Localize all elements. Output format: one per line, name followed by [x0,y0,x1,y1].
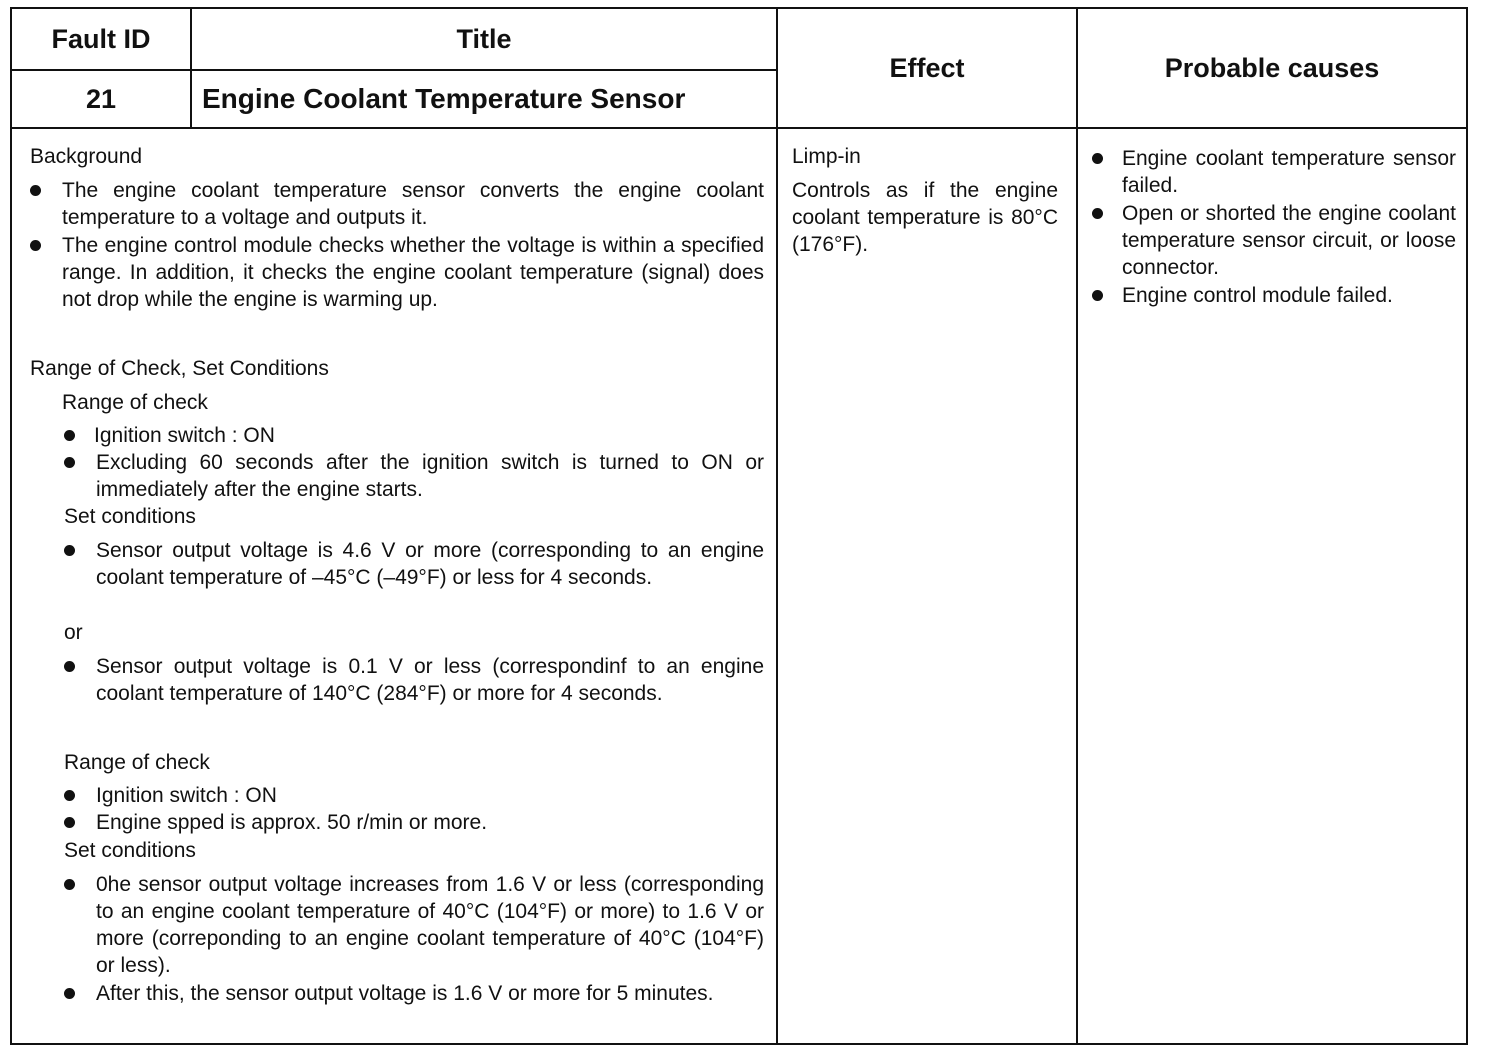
set-conditions-label: Set conditions [64,505,196,528]
range-item: Ignition switch : ON [94,424,275,447]
bullet-icon [64,449,78,463]
bullet-icon [1092,200,1106,214]
range-of-check-label: Range of check [64,751,210,774]
title-header: Title [456,23,512,54]
bullet-icon [64,422,78,436]
bullet-icon [1092,145,1106,159]
bullet-icon [64,537,78,551]
bullet-icon [64,809,78,823]
bullet-icon [30,177,44,191]
cause-item: Engine coolant temperature sensor failed. [1122,147,1456,197]
effect-text: Controls as if the engine coolant temperature is 80°C (176°F). [792,179,1058,256]
bullet-icon [64,653,78,667]
or-label: or [64,621,83,644]
bullet-icon [64,782,78,796]
divider [12,127,1466,129]
set-conditions-label: Set conditions [64,839,196,862]
bullet-icon [1092,282,1106,296]
fault-id-header: Fault ID [51,23,151,54]
background-item: The engine control module checks whether the voltage is within a specified range. In addition, it checks the engine coolant temperature (signal) does not drop while the engine is warming up. [62,234,764,311]
range-item: Excluding 60 seconds after the ignition switch is turned to ON or immediately after the engine starts. [96,451,764,501]
probable-causes-header: Probable causes [1164,52,1380,83]
effect-mode: Limp-in [792,145,861,168]
range-item: Ignition switch : ON [96,784,277,807]
cause-item: Engine control module failed. [1122,284,1393,307]
set-condition-item: Sensor output voltage is 0.1 V or less (correspondinf to an engine coolant temperature of 140°C (284°F) or more for 4 seconds. [96,655,764,705]
range-of-check-label: Range of check [62,391,208,414]
set-condition-item: Sensor output voltage is 4.6 V or more (corresponding to an engine coolant temperature of –45°C (–49°F) or less for 4 seconds. [96,539,764,589]
bullet-icon [64,980,78,994]
bullet-icon [64,871,78,885]
cause-item: Open or shorted the engine coolant temperature sensor circuit, or loose connector. [1122,202,1456,279]
effect-header: Effect [889,52,965,83]
divider [1076,9,1078,1043]
fault-table [10,7,1468,1045]
background-heading: Background [30,145,143,168]
divider [776,9,778,1043]
bullet-icon [30,232,44,246]
fault-title: Engine Coolant Temperature Sensor [202,83,686,114]
range-item: Engine spped is approx. 50 r/min or more. [96,811,488,834]
range-heading: Range of Check, Set Conditions [30,357,329,380]
set-condition-item: 0he sensor output voltage increases from 1.6 V or less (corresponding to an engine coolant temperature of 40°C (104°F) or more) to 1.6 V or more (correponding to an engine coolant temperature of 40°C (104°F) or less). [96,873,764,977]
set-condition-item: After this, the sensor output voltage is 1.6 V or more for 5 minutes. [96,982,714,1005]
background-item: The engine coolant temperature sensor converts the engine coolant temperature to a voltage and outputs it. [62,179,764,229]
fault-id-value: 21 [85,83,117,114]
